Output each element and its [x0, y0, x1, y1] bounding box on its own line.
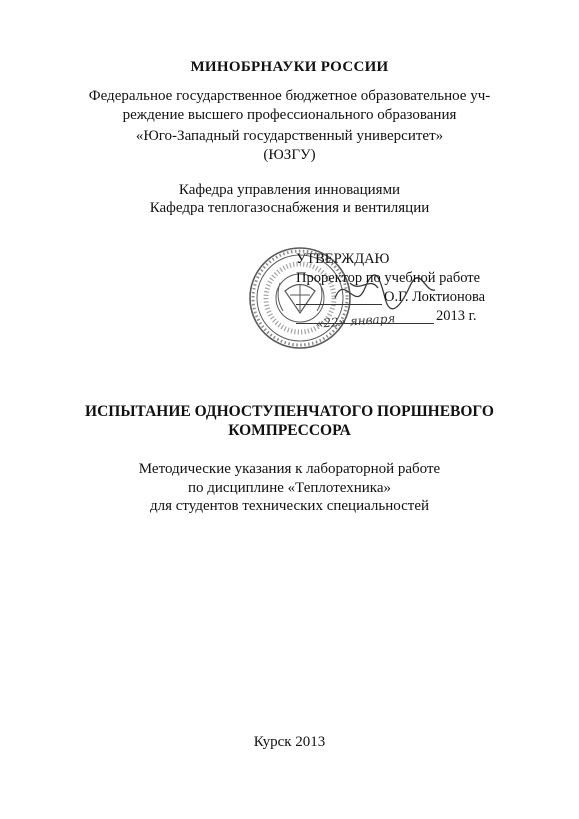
university-abbreviation: (ЮЗГУ) — [263, 147, 316, 163]
date-line — [296, 323, 434, 324]
university-name: «Юго-Западный государственный университет» — [135, 128, 444, 144]
university-line-2: реждение высшего профессионального образования — [122, 107, 457, 123]
ministry-name: МИНОБРНАУКИ РОССИИ — [190, 59, 389, 75]
signature-line — [296, 304, 382, 305]
approval-position: Проректор по учебной работе — [296, 270, 481, 286]
approval-year: 2013 г. — [436, 308, 477, 324]
description-line-1: Методические указания к лабораторной работе — [138, 461, 441, 477]
handwritten-date: «22» января — [315, 311, 396, 331]
description-line-3: для студентов технических специальностей — [149, 498, 430, 514]
approval-heading: УТВЕРЖДАЮ — [296, 251, 390, 267]
department-innovation: Кафедра управления инновациями — [178, 182, 401, 198]
approval-name: О.Г. Локтионова — [384, 289, 486, 305]
university-line-1: Федеральное государственное бюджетное образовательное уч- — [88, 88, 491, 104]
document-title-line-2: КОМПРЕССОРА — [228, 422, 351, 439]
approval-block — [288, 250, 528, 330]
department-heat-gas: Кафедра теплогазоснабжения и вентиляции — [149, 200, 430, 216]
city-year: Курск 2013 — [253, 734, 326, 750]
document-title-line-1: ИСПЫТАНИЕ ОДНОСТУПЕНЧАТОГО ПОРШНЕВОГО — [85, 403, 494, 420]
description-line-2: по дисциплине «Теплотехника» — [188, 480, 391, 496]
